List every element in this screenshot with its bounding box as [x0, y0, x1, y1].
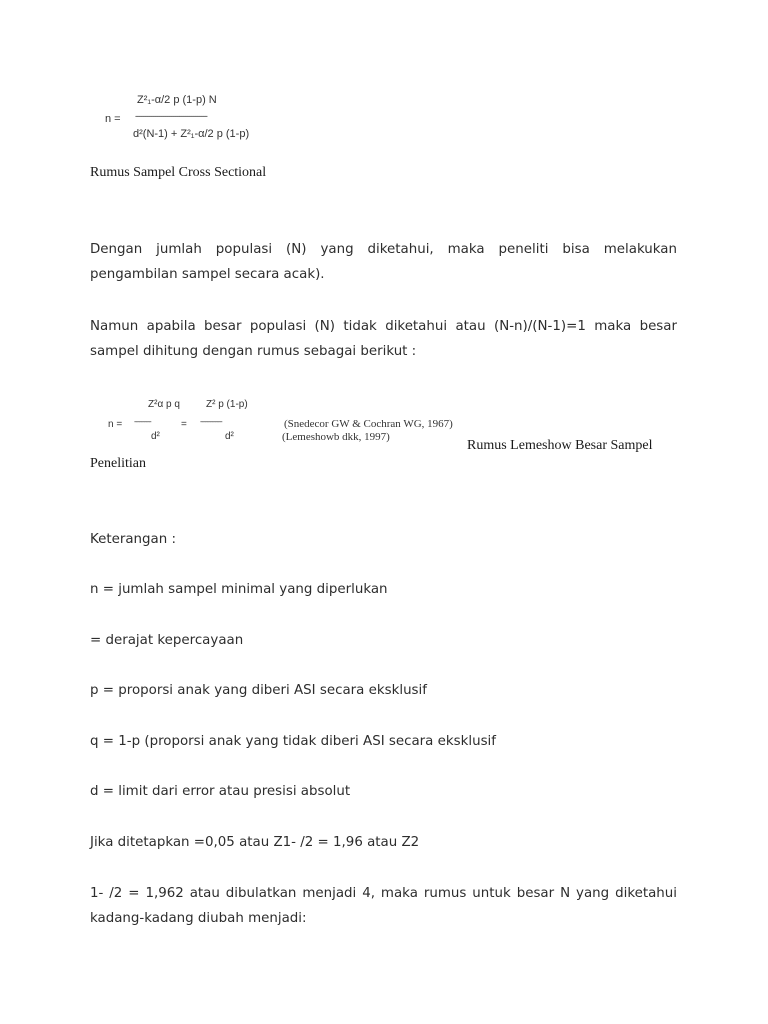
formula-denominator-2: d²	[225, 431, 234, 442]
fraction-bar-2: -------------	[200, 417, 222, 426]
fraction-bar-1: ----------	[134, 417, 151, 426]
list-item: Jika ditetapkan =0,05 atau Z1- /2 = 1,96 atau Z2	[90, 835, 420, 850]
paragraph-2: Namun apabila besar populasi (N) tidak diketahui atau (N-n)/(N-1)=1 maka besar sampel dihitung dengan rumus sebagai berikut :	[90, 319, 677, 359]
formula-numerator: Z²₁-α/2 p (1-p) N	[137, 94, 217, 106]
caption-lemeshow-part1: Rumus Lemeshow Besar Sampel	[467, 438, 653, 453]
fraction-bar: ------------------------------------	[135, 111, 207, 121]
list-item: = derajat kepercayaan	[90, 633, 244, 648]
caption-lemeshow-part2: Penelitian	[90, 456, 146, 471]
keterangan-heading: Keterangan :	[90, 532, 176, 547]
lemeshow-formula	[108, 395, 453, 447]
cross-sectional-formula	[105, 92, 305, 144]
list-item: p = proporsi anak yang diberi ASI secara eksklusif	[90, 683, 427, 698]
formula-numerator-1: Z²α p q	[148, 399, 180, 410]
citation-lemeshow: (Lemeshowb dkk, 1997)	[282, 431, 390, 443]
formula-denominator-1: d²	[151, 431, 160, 442]
formula-numerator-2: Z² p (1-p)	[206, 399, 248, 410]
citation-snedecor: (Snedecor GW & Cochran WG, 1967)	[284, 418, 453, 430]
paragraph-last: 1- /2 = 1,962 atau dibulatkan menjadi 4, maka rumus untuk besar N yang diketahui kadang-kadang diubah menjadi:	[90, 886, 677, 926]
list-item: q = 1-p (proporsi anak yang tidak diberi ASI secara eksklusif	[90, 734, 496, 749]
list-item: d = limit dari error atau presisi absolut	[90, 784, 351, 799]
formula-denominator: d²(N-1) + Z²₁-α/2 p (1-p)	[133, 128, 250, 140]
equals-sign: =	[181, 419, 187, 430]
formula-lhs: n =	[105, 113, 121, 125]
list-item: n = jumlah sampel minimal yang diperlukan	[90, 582, 388, 597]
caption-cross-sectional: Rumus Sampel Cross Sectional	[90, 165, 267, 180]
paragraph-1: Dengan jumlah populasi (N) yang diketahui, maka peneliti bisa melakukan pengambilan sampel secara acak).	[90, 242, 677, 282]
formula-lhs: n =	[108, 419, 123, 430]
